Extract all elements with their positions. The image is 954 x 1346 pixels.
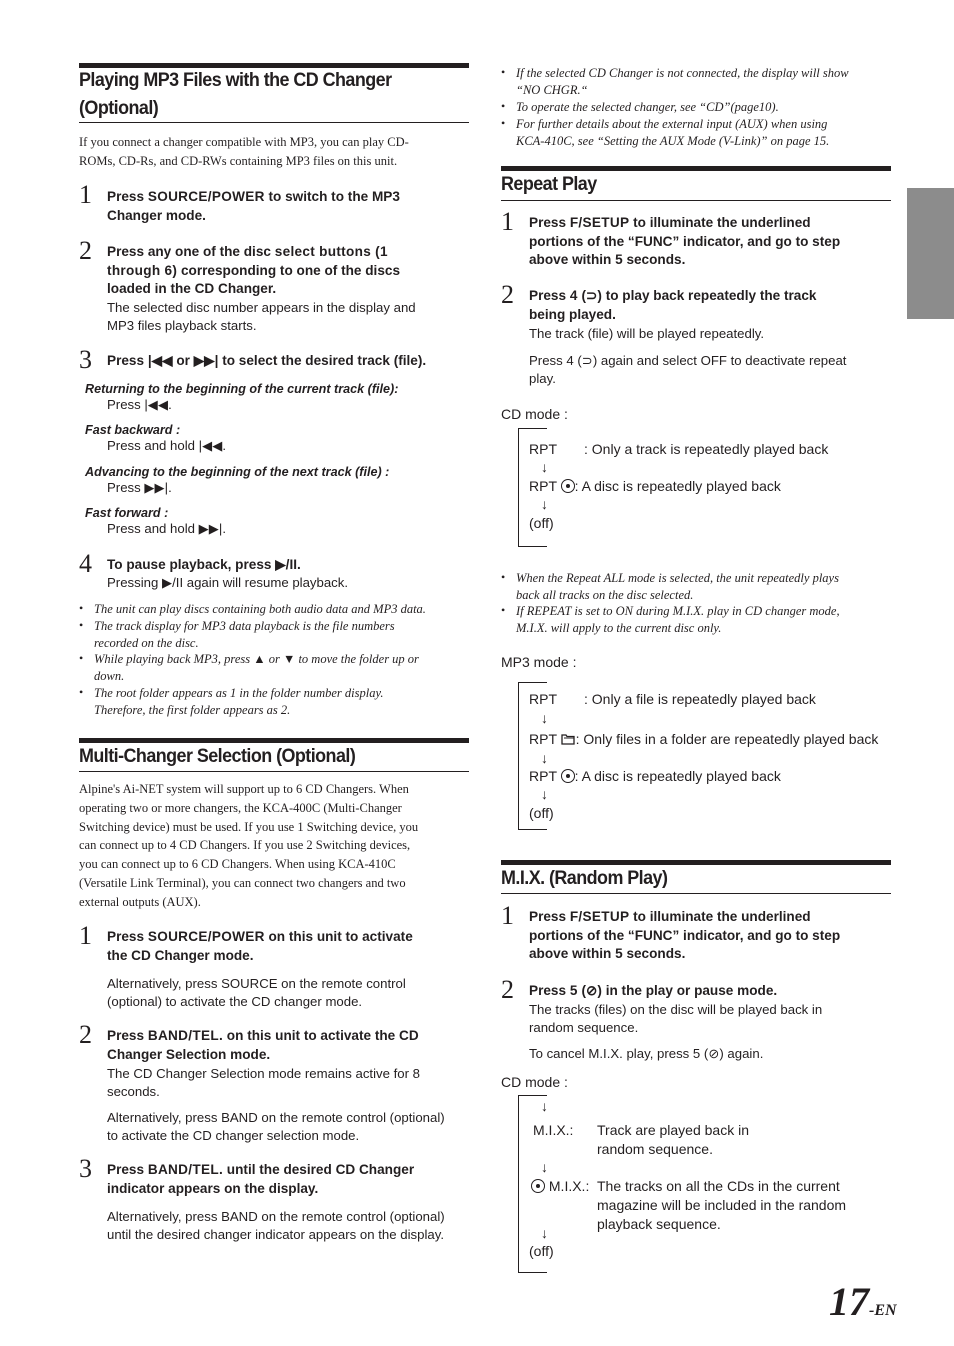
flow-item: (off) (529, 515, 554, 531)
flow-item: M.I.X.: (533, 1122, 574, 1138)
step-instruction: Press any one of the disc select buttons (1 through 6) corresponding to one of the discs loaded in the CD Changer. (107, 244, 401, 296)
down-arrow: ↓ (541, 459, 548, 475)
flow-item: (off) (529, 805, 554, 821)
step-number: 4 (79, 549, 92, 578)
step-instruction: Press |◀◀ or ▶▶| to select the desired track (file). (107, 353, 427, 368)
flow-item: RPT : A disc is repeatedly played back (529, 768, 781, 784)
down-arrow: ↓ (541, 1098, 548, 1114)
prev-track-icon: |◀◀ (198, 438, 223, 453)
sub-body: Press ▶▶|. (107, 480, 172, 495)
note: While playing back MP3, press ▲ or ▼ to move the folder up or down. (94, 652, 419, 683)
step-number: 2 (501, 280, 514, 309)
sub-body: Press and hold |◀◀. (107, 438, 227, 453)
disc-icon (561, 769, 575, 783)
flow-desc: Track are played back in random sequence. (597, 1122, 749, 1157)
section-title-mp3: Playing MP3 Files with the CD Changer (Optional) (79, 69, 392, 119)
step-description: To cancel M.I.X. play, press 5 (⊘) again. (529, 1046, 764, 1061)
down-arrow: ↓ (541, 496, 548, 512)
bullet: • (501, 570, 506, 584)
section-title-repeat: Repeat Play (501, 173, 597, 195)
note: The root folder appears as 1 in the folder number display. Therefore, the first folder appears as 2. (94, 686, 384, 717)
page-number: 17-EN (829, 1279, 897, 1324)
flow-item: RPT : Only a file is repeatedly played back (529, 691, 816, 707)
section-rule-bottom (79, 771, 469, 772)
step-description: Alternatively, press BAND on the remote control (optional) to activate the CD changer selection mode. (107, 1110, 445, 1143)
sub-heading: Advancing to the beginning of the next track (file) : (85, 465, 390, 479)
section-rule-bottom (79, 122, 469, 123)
step-description: The selected disc number appears in the display and MP3 files playback starts. (107, 300, 416, 333)
bullet: • (79, 685, 84, 699)
bullet: • (79, 651, 84, 665)
sub-body: Press |◀◀. (107, 397, 172, 412)
step-instruction: To pause playback, press ▶/II. (107, 557, 301, 572)
note: The unit can play discs containing both audio data and MP3 data. (94, 602, 426, 616)
step-instruction: Press F/SETUP to illuminate the underlined portions of the “FUNC” indicator, and go to step above within 5 seconds. (529, 215, 841, 267)
sub-heading: Fast backward : (85, 423, 181, 437)
step-number: 2 (79, 236, 92, 265)
step-number: 3 (79, 345, 92, 374)
section-title-multi-changer: Multi-Changer Selection (Optional) (79, 745, 356, 767)
step-number: 1 (501, 207, 514, 236)
note: If the selected CD Changer is not connected, the display will show “NO CHGR.“ (516, 66, 849, 97)
step-instruction: Press F/SETUP to illuminate the underlined portions of the “FUNC” indicator, and go to step above within 5 seconds. (529, 909, 841, 961)
section-rule-bottom (501, 200, 891, 201)
mode-label: CD mode : (501, 1074, 568, 1090)
note: To operate the selected changer, see “CD”(page10). (516, 100, 779, 114)
flow-item: M.I.X.: (531, 1177, 589, 1195)
prev-track-icon: |◀◀ (147, 353, 173, 368)
step-number: 1 (79, 921, 92, 950)
bullet: • (501, 99, 506, 113)
flow-item: RPT : A disc is repeatedly played back (529, 478, 781, 494)
folder-icon (561, 733, 576, 745)
flow-item: RPT : Only a track is repeatedly played back (529, 441, 829, 457)
prev-track-icon: |◀◀ (144, 397, 169, 412)
step-number: 1 (501, 901, 514, 930)
step-description: Alternatively, press SOURCE on the remote control (optional) to activate the CD changer mode. (107, 976, 406, 1009)
note: When the Repeat ALL mode is selected, the unit repeatedly plays back all tracks on the disc selected. (516, 571, 839, 602)
step-instruction: Press BAND/TEL. until the desired CD Changer indicator appears on the display. (107, 1162, 415, 1196)
section-rule-bottom (501, 893, 891, 894)
disc-icon (561, 479, 575, 493)
step-description: Press 4 (⊃) again and select OFF to deactivate repeat play. (529, 353, 847, 386)
step-description: The tracks (files) on the disc will be played back in random sequence. (529, 1002, 823, 1035)
step-number: 2 (501, 975, 514, 1004)
disc-icon (531, 1179, 545, 1193)
next-track-icon: ▶▶| (198, 521, 223, 536)
step-instruction: Press BAND/TEL. on this unit to activate the CD Changer Selection mode. (107, 1028, 419, 1062)
flow-desc: The tracks on all the CDs in the current magazine will be included in the random playback sequence. (597, 1178, 847, 1232)
step-description: Pressing ▶/II again will resume playback. (107, 575, 349, 590)
down-arrow: ↓ (541, 710, 548, 726)
sub-body: Press and hold ▶▶|. (107, 521, 227, 536)
down-arrow: ↓ (541, 1159, 548, 1175)
note: If REPEAT is set to ON during M.I.X. play in CD changer mode, M.I.X. will apply to the current disc only. (516, 604, 840, 635)
bullet: • (79, 618, 84, 632)
step-number: 2 (79, 1020, 92, 1049)
sub-heading: Returning to the beginning of the current track (file): (85, 382, 399, 396)
down-arrow: ↓ (541, 750, 548, 766)
next-track-icon: ▶▶| (144, 480, 169, 495)
bullet: • (501, 603, 506, 617)
intro-paragraph: If you connect a changer compatible with MP3, you can play CD- ROMs, CD-Rs, and CD-RWs containing MP3 files on this unit. (79, 135, 409, 168)
section-title-mix: M.I.X. (Random Play) (501, 867, 668, 889)
next-track-icon: ▶▶| (193, 353, 219, 368)
sub-heading: Fast forward : (85, 506, 169, 520)
flow-item: (off) (529, 1243, 554, 1259)
note: The track display for MP3 data playback is the file numbers recorded on the disc. (94, 619, 395, 650)
step-description: Alternatively, press BAND on the remote control (optional) until the desired changer indicator appears on the display. (107, 1209, 445, 1242)
step-number: 3 (79, 1154, 92, 1183)
note: For further details about the external input (AUX) when using KCA-410C, see “Setting the AUX Mode (V-Link)” on page 15. (516, 117, 830, 148)
mode-label: MP3 mode : (501, 654, 577, 670)
step-description: The track (file) will be played repeatedly. (529, 326, 765, 341)
side-tab (907, 188, 954, 319)
step-instruction: Press 5 (⊘) in the play or pause mode. (529, 983, 778, 998)
bullet: • (79, 601, 84, 615)
intro-paragraph: Alpine's Ai-NET system will support up to 6 CD Changers. When operating two or more changers, the KCA-400C (Multi-Changer Switching device) must be used. If you use 1 Switching device, you can connect up to 4 CD Changers. If you use 2 Switching devices, you can connect up to 6 CD Changers. When using KCA-410C (Versatile Link Terminal), you can connect two changers and two external outputs (AUX). (79, 782, 419, 909)
down-arrow: ↓ (541, 786, 548, 802)
step-number: 1 (79, 180, 92, 209)
flow-item: RPT : Only files in a folder are repeatedly played back (529, 731, 879, 747)
bullet: • (501, 65, 506, 79)
mode-label: CD mode : (501, 406, 568, 422)
step-instruction: Press SOURCE/POWER on this unit to activate the CD Changer mode. (107, 929, 413, 963)
step-instruction: Press 4 (⊃) to play back repeatedly the track being played. (529, 288, 817, 322)
step-instruction: Press SOURCE/POWER to switch to the MP3 Changer mode. (107, 189, 400, 223)
bullet: • (501, 116, 506, 130)
step-description: The CD Changer Selection mode remains active for 8 seconds. (107, 1066, 420, 1099)
down-arrow: ↓ (541, 1225, 548, 1241)
